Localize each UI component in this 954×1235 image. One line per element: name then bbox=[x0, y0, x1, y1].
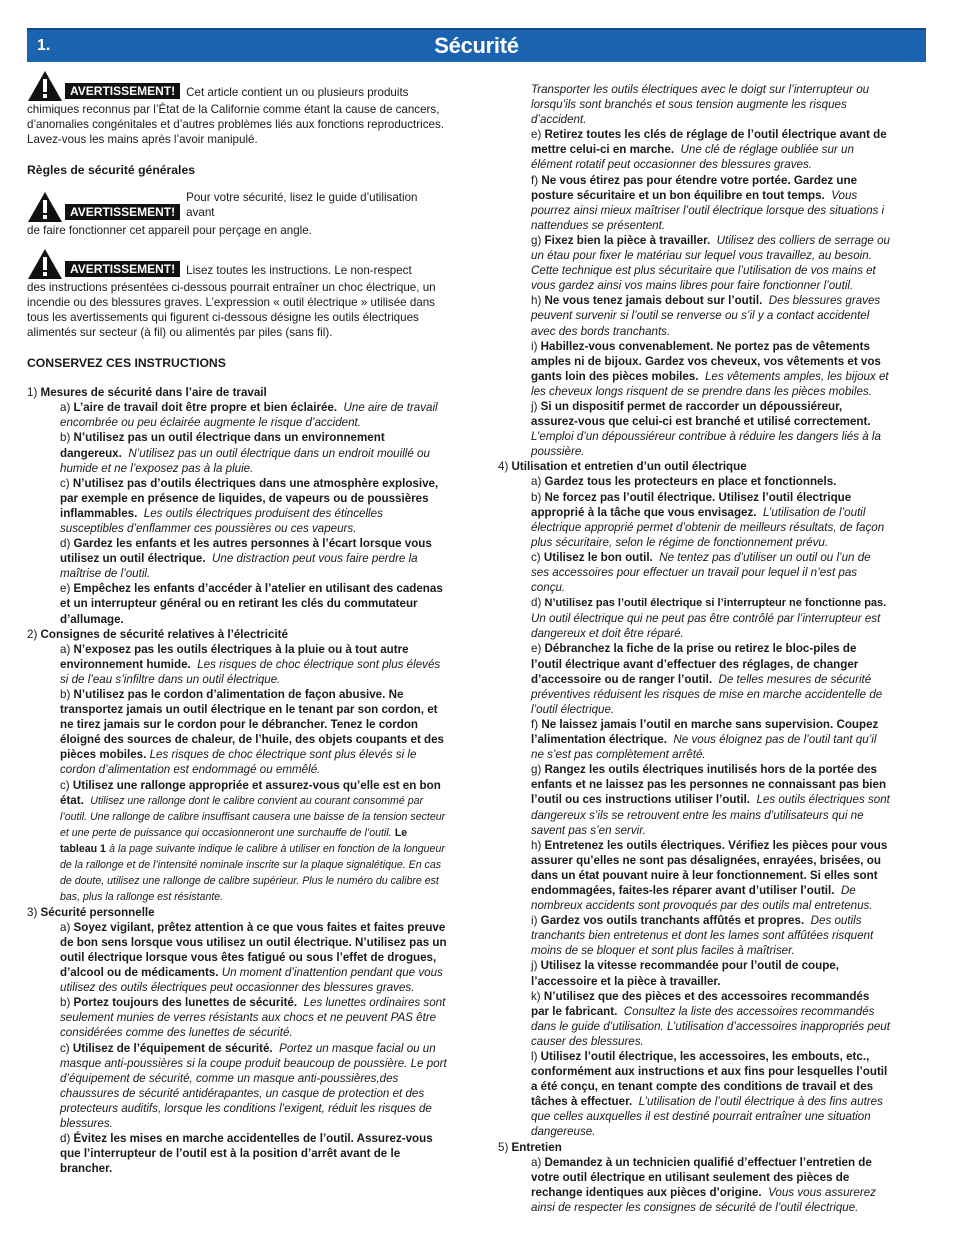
rule-italic-text: L’utilisation de l’outil électrique à des fins autres que celles auxquelles il est destiné pourrait entraîner une situation dangereuse. bbox=[531, 1095, 883, 1139]
section-title: Sécurité bbox=[434, 33, 519, 58]
rule-label: a) bbox=[531, 475, 542, 489]
rule-bold-text: Utilisez une rallonge appropriée et assurez-vous qu’elle est en bon état. bbox=[60, 778, 441, 807]
rule-bold-text: N’utilisez pas d’outils électriques dans une atmosphère explosive, par exemple en présence de liquides, de vapeurs ou de poussières inflammables. bbox=[60, 476, 439, 520]
rule-bold-text: N’utilisez pas un outil électrique dans un environnement dangereux. bbox=[60, 431, 385, 460]
rule bbox=[27, 430, 447, 475]
left-column bbox=[27, 70, 447, 1176]
rule-bold-text: Ne forcez pas l’outil électrique. Utilisez l’outil électrique approprié à la tâche que vous envisagez. bbox=[531, 490, 852, 519]
rule-label: i) bbox=[531, 914, 538, 928]
rule-bold-text: Débranchez la fiche de la prise ou retirez le bloc-piles de l’outil électrique avant d’effectuer des réglages, de changer d’accessoire ou de ranger l’outil. bbox=[531, 642, 859, 686]
section-num: 3) bbox=[27, 905, 38, 919]
rule-italic-text: Les risques de choc électrique sont plus élevés si le cordon d’alimentation est endommagé ou emmêlé. bbox=[60, 748, 417, 777]
rule-label: f) bbox=[531, 717, 539, 731]
rule bbox=[498, 989, 890, 1049]
rule-label: e) bbox=[531, 128, 542, 142]
rule-label: h) bbox=[531, 838, 542, 852]
rule bbox=[498, 233, 890, 293]
section-num: 1) bbox=[27, 386, 38, 400]
rule-label: f) bbox=[531, 173, 539, 187]
warning-text: Pour votre sécurité, lisez le guide d’utilisation avant bbox=[186, 191, 418, 220]
rule bbox=[27, 642, 447, 687]
rule-label: l) bbox=[531, 1050, 538, 1063]
rule-label: g) bbox=[531, 763, 542, 777]
warning-triangle-icon bbox=[27, 70, 63, 102]
section-header bbox=[27, 28, 926, 62]
warning-triangle-icon bbox=[27, 191, 63, 223]
warning-badge: AVERTISSEMENT! bbox=[65, 83, 180, 99]
rule-italic-text: L’utilisation de l’outil électrique approprié permet d’obtenir de meilleurs résultats, de façon plus sécuritaire, selon le régime de fonctionnement prévu. bbox=[531, 505, 885, 549]
section-title: Utilisation et entretien d’un outil électrique bbox=[511, 460, 747, 474]
rule-bold-text: Portez toujours des lunettes de sécurité. bbox=[73, 996, 298, 1010]
rule-bold-text: Entretenez les outils électriques. Vérifiez les pièces pour vous assurer qu’elles ne sont pas désalignées, enrayées, brisées, ou dans un état pouvant nuire à leur fonctionnement. Si elles sont endommagées, faites-les réparer avant d’utiliser l’outil. bbox=[531, 838, 888, 897]
rule-italic-text: Une distraction peut vous faire perdre la maîtrise de l’outil. bbox=[60, 552, 418, 581]
rule bbox=[27, 581, 447, 626]
rule-bold-text: Ne vous étirez pas pour étendre votre portée. Gardez une posture sécuritaire et un bon équilibre en tout temps. bbox=[531, 173, 858, 202]
right-column bbox=[498, 82, 890, 1215]
rule-bold-text: Évitez les mises en marche accidentelles de l’outil. Assurez-vous que l’interrupteur de l’outil est à la position d’arrêt avant de le brancher. bbox=[60, 1132, 433, 1176]
rule-italic-text: Les lunettes ordinaires sont seulement munies de verres résistants aux chocs et ne peuvent PAS être considérées comme des lunettes de sécurité. bbox=[60, 996, 446, 1040]
rule-label: a) bbox=[60, 642, 71, 656]
rule bbox=[498, 474, 890, 489]
rule bbox=[498, 913, 890, 958]
section-personal-cont bbox=[498, 82, 890, 459]
rule bbox=[498, 958, 890, 988]
rule bbox=[27, 995, 447, 1040]
rule-bold-text: N’utilisez pas le cordon d’alimentation de façon abusive. Ne transportez jamais un outil électrique en le tenant par son cordon, et ne tirez jamais sur le cordon pour le débrancher. Tenez le cordon éloigné des sources de chaleur, de l’huile, des objets coupants et des pièces mobiles. bbox=[60, 688, 444, 762]
rule bbox=[27, 1041, 447, 1132]
rule bbox=[498, 1049, 890, 1140]
rule bbox=[498, 490, 890, 550]
rule-italic-text: Des blessures graves peuvent survenir si l’outil se renverse ou s’il y a contact accidentel avec des bords tranchants. bbox=[531, 294, 881, 338]
rule-italic-text: Vous pourrez ainsi mieux maîtriser l’outil électrique lorsque des situations i nattendues se présentent. bbox=[531, 188, 885, 232]
rule bbox=[27, 778, 447, 905]
rule bbox=[498, 399, 890, 459]
rule-bold-text: Demandez à un technicien qualifié d’effectuer l’entretien de votre outil électrique en utilisant seulement des pièces de rechange identiques aux pièces d’origine. bbox=[531, 1155, 872, 1199]
rule-italic-text: à la page suivante indique le calibre à utiliser en fonction de la longueur de la rallonge et de l’intensité nominale inscrite sur la plaque signalétique. En cas de doute, utilisez une rallonge de calibre supérieur. Plus le numéro du calibre est bas, plus la rallonge est résistante. bbox=[60, 842, 445, 903]
rule bbox=[498, 173, 890, 233]
rule-label: a) bbox=[60, 401, 71, 415]
rule-label: b) bbox=[531, 490, 542, 504]
rule-italic-text: Ne tentez pas d’utiliser un outil ou l’un de ses accessoires pour effectuer un travail pour lequel il n’est pas conçu. bbox=[531, 550, 871, 595]
rule-italic-text: Utilisez des colliers de serrage ou un étau pour fixer le matériau sur lequel vous travaillez, au besoin. Cette technique est plus sécuritaire que l’utilisation de vos mains et vous gardez ainsi vos mains libres pour faire fonctionner l’outil. bbox=[531, 233, 890, 293]
section-num: 5) bbox=[498, 1140, 509, 1154]
rule-label: b) bbox=[60, 996, 71, 1010]
rule-bold-text: Utilisez l’outil électrique, les accessoires, les embouts, etc., conformément aux instructions et aux fins pour lesquelles l’outil a été conçu, en tenant compte des conditions de travail et des tâches à effectuer. bbox=[531, 1050, 888, 1109]
rule bbox=[498, 641, 890, 716]
rule-cont bbox=[498, 82, 890, 127]
rule-italic-text: Une clé de réglage oubliée sur un élément rotatif peut occasionner des blessures graves. bbox=[531, 143, 854, 172]
section-tool-use bbox=[498, 459, 890, 1139]
rule-bold-text: Utilisez la vitesse recommandée pour l’outil de coupe, l’accessoire et la pièce à travailler. bbox=[531, 959, 839, 988]
rule-bold-text: Gardez les enfants et les autres personnes à l’écart lorsque vous utilisez un outil électrique. bbox=[60, 537, 432, 566]
rule-bold-text: Rangez les outils électriques inutilisés hors de la portée des enfants et ne laissez pas les personnes ne connaissant pas bien l’outil ou ces instructions utiliser l’outil. bbox=[531, 763, 887, 807]
rule-italic-text: Vous vous assurerez ainsi de respecter les consignes de sécurité de l’outil électrique. bbox=[531, 1185, 876, 1214]
section-personal bbox=[27, 905, 447, 1177]
keep-instructions-heading: CONSERVEZ CES INSTRUCTIONS bbox=[27, 356, 226, 371]
section-maintenance bbox=[498, 1140, 890, 1215]
rule-bold-text: L’aire de travail doit être propre et bien éclairée. bbox=[73, 401, 338, 415]
rule-label: i) bbox=[531, 339, 538, 353]
rule-bold-text: Utilisez le bon outil. bbox=[543, 550, 653, 564]
rule-label: h) bbox=[531, 294, 542, 308]
rule bbox=[498, 550, 890, 595]
rule-label: d) bbox=[60, 1132, 71, 1146]
rule bbox=[27, 536, 447, 581]
section-title: Consignes de sécurité relatives à l’électricité bbox=[40, 627, 288, 641]
rule-italic-text: Consultez la liste des accessoires recommandés dans le guide d’utilisation. L’utilisation d’accessoires inappropriés peut causer des blessures. bbox=[531, 1004, 890, 1048]
rule-label: a) bbox=[60, 920, 71, 934]
rule-label: j) bbox=[531, 399, 538, 413]
section-title: Sécurité personnelle bbox=[40, 905, 155, 919]
rule bbox=[498, 762, 890, 837]
rule-label: d) bbox=[531, 596, 542, 610]
rule-italic-text: De telles mesures de sécurité préventives réduisent les risques de mise en marche accidentelle de l’outil électrique. bbox=[531, 672, 883, 716]
rule-italic-text: Un moment d’inattention pendant que vous utilisez des outils électriques peut occasionner des blessures graves. bbox=[60, 966, 443, 995]
warning-read-guide bbox=[27, 190, 447, 237]
general-rules-heading: Règles de sécurité générales bbox=[27, 163, 196, 178]
rule-label: d) bbox=[60, 537, 71, 551]
section-title: Mesures de sécurité dans l’aire de travail bbox=[40, 386, 267, 400]
rule-label: c) bbox=[60, 1041, 70, 1055]
rule-italic-text: N’utilisez pas un outil électrique dans un endroit mouillé ou humide et ne l’exposez pas à la pluie. bbox=[60, 446, 430, 475]
warning-california bbox=[27, 70, 447, 147]
warning-text-cont: des instructions présentées ci-dessous pourrait entraîner un choc électrique, un incendie ou des blessures graves. L’expression « outil électrique » utilisée dans tous les avertissements qui figurent ci-dessous désigne les outils électriques alimentés sur secteur (à fil) ou alimentés par piles (sans fil). bbox=[27, 280, 436, 339]
warning-badge: AVERTISSEMENT! bbox=[65, 204, 180, 220]
rule bbox=[27, 476, 447, 536]
rule bbox=[498, 127, 890, 172]
rule-label: e) bbox=[531, 642, 542, 656]
warning-badge: AVERTISSEMENT! bbox=[65, 261, 180, 277]
rule bbox=[498, 595, 890, 641]
rule bbox=[27, 687, 447, 778]
section-number: 1. bbox=[37, 37, 51, 54]
section-work-area bbox=[27, 385, 447, 627]
rule-bold-text: N’utilisez que des pièces et des accessoires recommandés par le fabricant. bbox=[531, 989, 870, 1018]
rule-italic-text: Les risques de choc électrique sont plus élevés si de l’eau s’infiltre dans un outil électrique. bbox=[60, 657, 441, 686]
rule-label: j) bbox=[531, 959, 538, 973]
rule-italic-text: Un outil électrique qui ne peut pas être contrôlé par l’interrupteur est dangereux et doit être réparé. bbox=[531, 612, 881, 641]
rule bbox=[498, 1155, 890, 1215]
rule-bold-text: Empêchez les enfants d’accéder à l’atelier en utilisant des cadenas et un interrupteur général ou en retirant les clés du commutateur d’allumage. bbox=[60, 582, 443, 626]
section-electrical bbox=[27, 627, 447, 905]
rule-bold-text: Fixez bien la pièce à travailler. bbox=[544, 233, 711, 247]
section-num: 2) bbox=[27, 627, 38, 641]
rule-italic-text: Transporter les outils électriques avec le doigt sur l’interrupteur ou lorsqu’ils sont branchés et sous tension augmente les risques d’accident. bbox=[531, 83, 870, 127]
section-num: 4) bbox=[498, 460, 509, 474]
rule bbox=[498, 838, 890, 913]
rule-italic-text: Des outils tranchants bien entretenus et dont les lames sont affûtées risquent moins de se bloquer et sont plus faciles à maîtriser. bbox=[531, 914, 874, 958]
rule-bold-text: Si un dispositif permet de raccorder un dépoussiéreur, assurez-vous que celui-ci est branché et utilisé correctement. bbox=[531, 399, 871, 429]
section-title: Entretien bbox=[511, 1140, 562, 1154]
rule-label: c) bbox=[60, 476, 70, 490]
rule-label: g) bbox=[531, 233, 542, 247]
rule-italic-text: Ne vous éloignez pas de l’outil tant qu’il ne s’est pas complètement arrêté. bbox=[531, 733, 877, 762]
rule-italic-text: L’emploi d’un dépoussiéreur contribue à réduire les dangers liés à la poussière. bbox=[531, 430, 881, 459]
rule-bold-text: Habillez-vous convenablement. Ne portez pas de vêtements amples ni de bijoux. Gardez vos cheveux, vos vêtements et vos gants loin des pièces mobiles. bbox=[531, 339, 881, 383]
rule bbox=[498, 293, 890, 338]
rule-bold-text: Ne laissez jamais l’outil en marche sans supervision. Coupez l’alimentation électrique. bbox=[531, 717, 879, 747]
rule-italic-text: Une aire de travail encombrée ou peu éclairée augmente le risque d’accident. bbox=[60, 401, 438, 430]
rule-bold-text: Soyez vigilant, prêtez attention à ce que vous faites et faites preuve de bon sens lorsque vous utilisez un outil électrique. N’utilisez pas un outil électrique lorsque vous êtes fatigué ou sous l’effet de drogues, d’alcool ou de médicaments. bbox=[60, 920, 447, 980]
warning-text: Cet article contient un ou plusieurs produits bbox=[186, 85, 409, 99]
rule-bold-text: Le tableau 1 bbox=[60, 826, 408, 855]
rule bbox=[27, 1131, 447, 1176]
rule-italic-text: Les outils électriques sont dangereux s’ils se retrouvent entre les mains d’utilisateurs qui ne savent pas s’en servir. bbox=[531, 793, 890, 837]
rule bbox=[498, 717, 890, 762]
rule-italic-text: Les outils électriques produisent des étincelles susceptibles d’enflammer ces poussières ou ces vapeurs. bbox=[60, 506, 383, 535]
warning-text-cont: de faire fonctionner cet appareil pour perçage en angle. bbox=[27, 223, 312, 237]
rule-bold-text: Utilisez de l’équipement de sécurité. bbox=[72, 1041, 273, 1055]
rule-label: a) bbox=[531, 1155, 542, 1169]
rule-italic-text: Portez un masque facial ou un masque anti-poussières si la coupe produit beaucoup de poussière. Le port d’équipement de sécurité, comme un masque anti-poussières,des chaussures de sécurité antidérapantes, un casque de protection et des protecteurs auditifs, lorsque les conditions l’exigent, réduit les risques de blessures. bbox=[60, 1041, 447, 1130]
rule bbox=[27, 920, 447, 995]
rule-italic-text: Utilisez une rallonge dont le calibre convient au courant consommé par l’outil. Une rallonge de calibre insuffisant causera une baisse de la tension secteur et une perte de puissance qui occasionneront une surchauffe de l’outil. bbox=[60, 794, 446, 839]
rule bbox=[27, 400, 447, 430]
rule-label: e) bbox=[60, 582, 71, 596]
rule-bold-text: Retirez toutes les clés de réglage de l’outil électrique avant de mettre celui-ci en marche. bbox=[531, 128, 887, 157]
rule-label: c) bbox=[60, 778, 70, 792]
rule-bold-text: N’exposez pas les outils électriques à la pluie ou à tout autre environnement humide. bbox=[60, 642, 409, 671]
rule bbox=[498, 339, 890, 399]
rule-bold-text: N’utilisez pas l’outil électrique si l’interrupteur ne fonctionne pas. bbox=[544, 597, 887, 610]
rule-label: b) bbox=[60, 688, 71, 701]
rule-label: b) bbox=[60, 431, 71, 445]
warning-triangle-icon bbox=[27, 248, 63, 280]
rule-italic-text: De nombreux accidents sont provoqués par des outils mal entretenus. bbox=[531, 883, 873, 913]
rule-bold-text: Ne vous tenez jamais debout sur l’outil. bbox=[544, 294, 763, 308]
warning-text-cont: chimiques reconnus par l’État de la Californie comme étant la cause de cancers, d’anomalies congénitales et d’autres problèmes liés aux fonctions reproductrices. Lavez-vous les mains après l’avoir manipulé. bbox=[27, 103, 444, 147]
rule-italic-text: Les vêtements amples, les bijoux et les cheveux longs risquent de se prendre dans les pièces mobiles. bbox=[531, 369, 889, 398]
warning-read-instructions bbox=[27, 248, 447, 340]
warning-text: Lisez toutes les instructions. Le non-respect bbox=[186, 263, 412, 277]
rule-bold-text: Gardez tous les protecteurs en place et fonctionnels. bbox=[544, 475, 837, 489]
rule-bold-text: Gardez vos outils tranchants affûtés et propres. bbox=[540, 914, 805, 928]
rule-label: k) bbox=[531, 989, 541, 1003]
rule-label: c) bbox=[531, 550, 541, 564]
